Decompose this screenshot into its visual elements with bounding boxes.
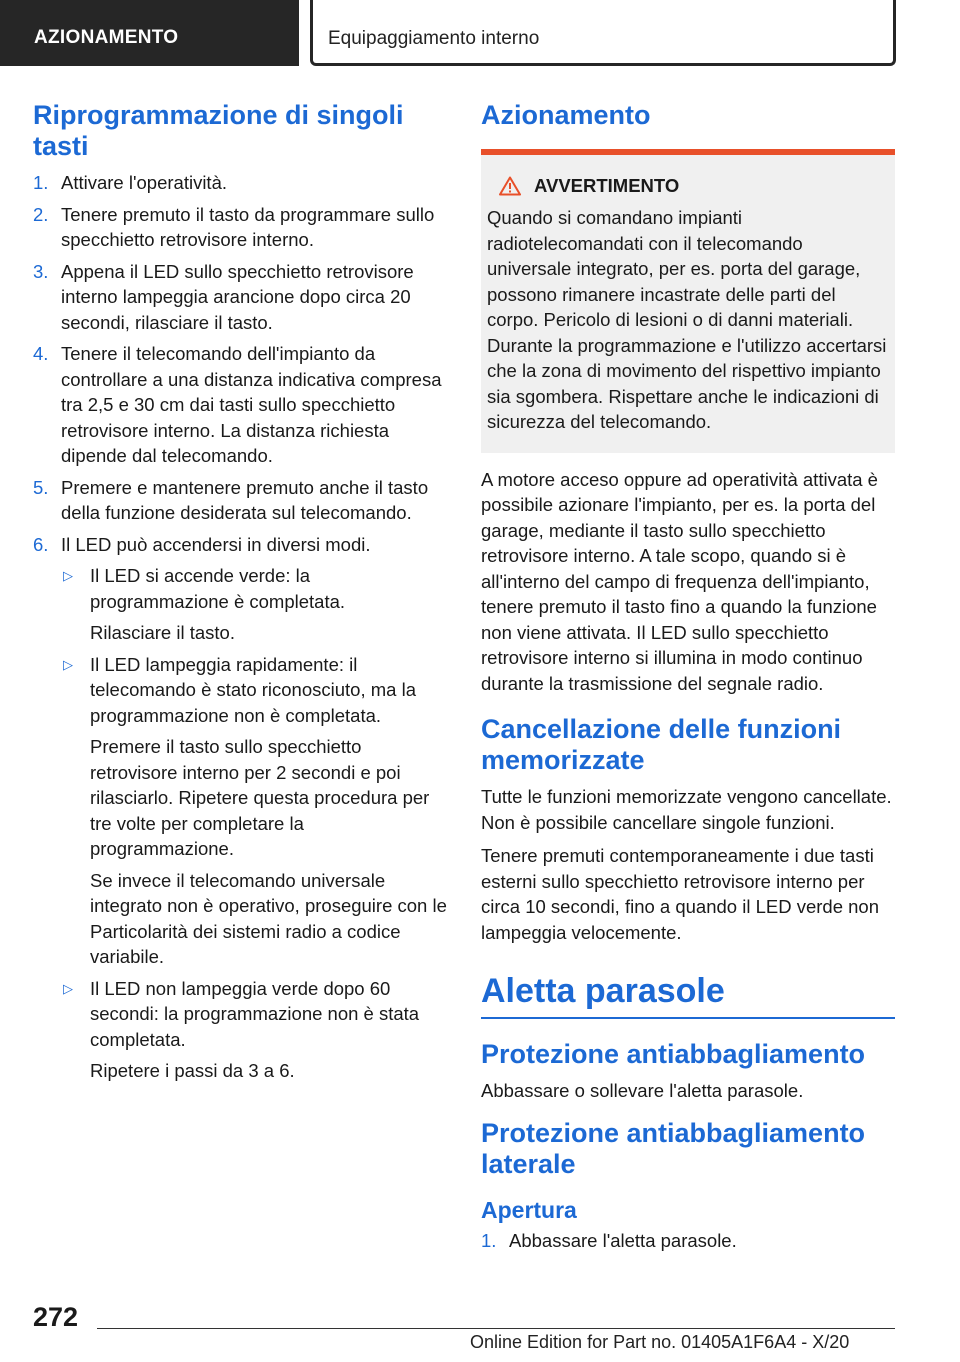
- triangle-bullet-icon: ▷: [63, 568, 73, 583]
- list-item: [33, 170, 448, 196]
- cancel-paragraph-2: Tenere premuti contemporaneamente i due tasti esterni sullo specchietto retrovisore interno per circa 10 secondi, fino a quando il LED verde non lampeggia velocemente.: [481, 845, 880, 943]
- glare-paragraph: Abbassare o sollevare l'aletta parasole.: [481, 1080, 804, 1101]
- cancel-title: Cancellazione delle funzioni memorizzate: [481, 714, 842, 775]
- list-item: [33, 202, 448, 253]
- step-text: Tenere premuto il tasto da programmare sullo specchietto retrovisore interno.: [61, 203, 435, 250]
- triangle-bullet-icon: ▷: [63, 980, 73, 996]
- bullet-item: [33, 976, 448, 1053]
- side-glare-title: Protezione antiabbagliamento laterale: [481, 1117, 866, 1179]
- step-number: 2.: [33, 203, 49, 225]
- step-text: Premere e mantenere premuto anche il tasto della funzione desiderata sul telecomando.: [61, 476, 429, 523]
- opening-title: Apertura: [481, 1196, 577, 1223]
- step-number: 4.: [33, 343, 49, 364]
- warning-title: AVVERTIMENTO: [534, 175, 680, 196]
- triangle-bullet-icon: ▷: [63, 656, 73, 672]
- sun-visor-title: Aletta parasole: [481, 972, 725, 1010]
- list-item: [33, 475, 448, 526]
- section-divider: [481, 1017, 895, 1019]
- step-number: 6.: [33, 533, 49, 555]
- step-text: Tenere il telecomando dell'impianto da controllare a una distanza indicativa compresa tra 2,5 e 30 cm dai tasti sullo specchietto retrovisore interno. La distanza richiesta dipende dal telecomando.: [61, 343, 442, 466]
- warning-heading: [487, 175, 887, 197]
- cancel-paragraph-1: Tutte le funzioni memorizzate vengono cancellate. Non è possibile cancellare singole funzioni.: [481, 786, 892, 833]
- bullet-text: Il LED si accende verde: la programmazione è completata.: [90, 565, 346, 612]
- page-header: [0, 0, 960, 66]
- step-text: Il LED può accendersi in diversi modi.: [61, 533, 371, 555]
- bullet-note: Premere il tasto sullo specchietto retrovisore interno per 2 secondi e poi rilasciarlo. Ripetere questa procedura per tre volte per completare la programmazione.: [90, 736, 430, 859]
- bullet-text: Il LED lampeggia rapidamente: il telecomando è stato riconosciuto, ma la programmazione non è completata.: [90, 653, 416, 726]
- step-text: Appena il LED sullo specchietto retrovisore interno lampeggia arancione dopo circa 20 secondi, rilasciare il tasto.: [61, 260, 414, 333]
- bullet-note: Se invece il telecomando universale integrato non è operativo, proseguire con le Particolarità dei sistemi radio a codice variabile.: [90, 869, 447, 967]
- warning-triangle-icon: [499, 176, 521, 196]
- step-text: Abbassare l'aletta parasole.: [509, 1229, 737, 1251]
- step-number: 5.: [33, 476, 49, 498]
- page-number: 272: [33, 1302, 79, 1332]
- list-item: [481, 1228, 895, 1254]
- left-column: [33, 100, 448, 1090]
- list-item: [33, 341, 448, 469]
- operation-paragraph: A motore acceso oppure ad operatività attivata è possibile azionare l'impianto, per es. la porta del garage, mediante il tasto sullo specchietto retrovisore interno. A tale scopo, quando si è all'interno del campo di frequenza dell'impianto, tenere premuto il tasto fino a quando la funzione non viene attivata. Il LED sullo specchietto retrovisore interno si illumina in modo continuo durante la trasmissione del segnale radio.: [481, 468, 878, 694]
- bullet-item: [33, 652, 448, 729]
- warning-text: Quando si comandano impianti radiotelecomandati con il telecomando universale integrato, per es. porta del garage, possono rimanere incastrate delle parti del corpo. Pericolo di lesioni o di danni materiali. Durante la programmazione e l'utilizzo accertarsi che la zona di movimento del rispettivo impianto sia sgombera. Rispettare anche le indicazioni di sicurezza del telecomando.: [487, 207, 887, 432]
- list-item: [33, 259, 448, 336]
- list-item: [33, 532, 448, 558]
- bullet-item: [33, 563, 448, 614]
- step-number: 1.: [33, 172, 49, 193]
- reprogramming-title: Riprogrammazione di singoli tasti: [33, 100, 404, 161]
- steps-list: [33, 170, 448, 557]
- right-column: [481, 100, 895, 1259]
- bullet-text: Il LED non lampeggia verde dopo 60 secondi: la programmazione non è stata completata.: [90, 977, 420, 1050]
- warning-box: [481, 149, 895, 453]
- step-text: Attivare l'operatività.: [61, 172, 227, 193]
- bullet-note: Ripetere i passi da 3 a 6.: [90, 1060, 295, 1081]
- page-footer: [0, 1290, 960, 1362]
- step-number: 3.: [33, 260, 49, 282]
- footer-divider: [97, 1328, 895, 1329]
- section-tab: AZIONAMENTO: [0, 0, 299, 66]
- edition-text: Online Edition for Part no. 01405A1F6A4 - X/20: [470, 1332, 850, 1352]
- glare-title: Protezione antiabbagliamento: [481, 1039, 866, 1069]
- subsection-tab: Equipaggiamento interno: [310, 0, 896, 66]
- bullet-note: Rilasciare il tasto.: [90, 622, 235, 643]
- operation-title: Azionamento: [481, 100, 651, 130]
- step-number: 1.: [481, 1229, 497, 1251]
